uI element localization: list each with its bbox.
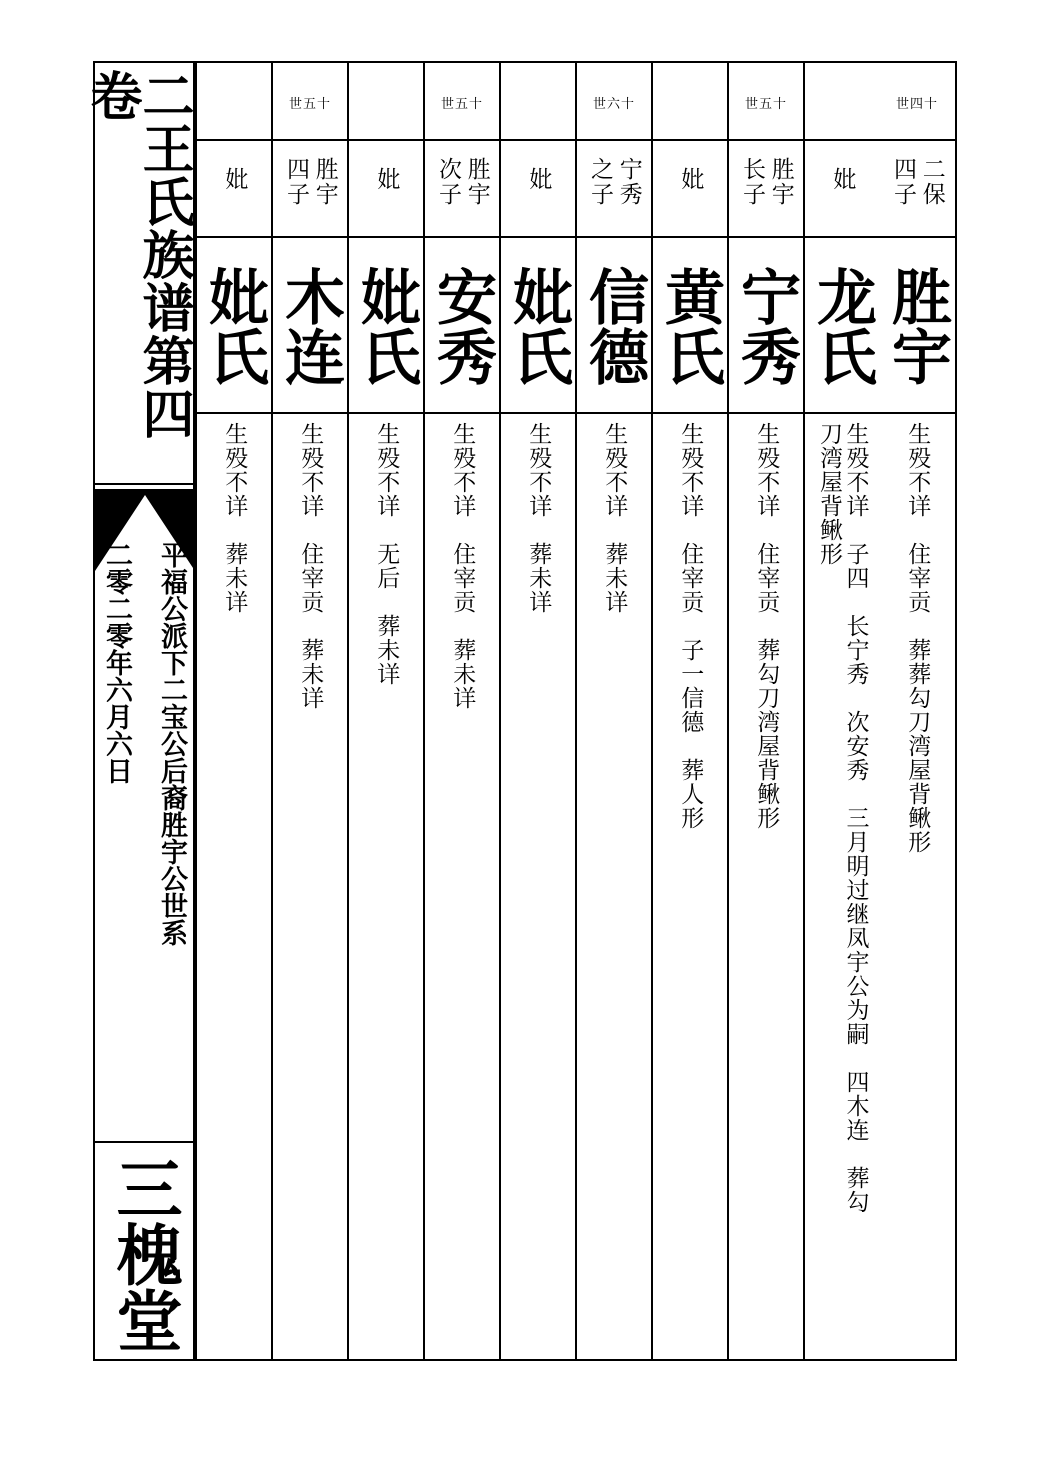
entry-column	[879, 63, 955, 1359]
relation-label: 妣	[525, 167, 552, 192]
generation-label: 世六十	[592, 97, 635, 112]
spine-divider-top	[95, 483, 193, 485]
relation-label: 妣	[221, 167, 248, 192]
entry-column	[271, 63, 347, 1359]
person-name: 宁秀	[731, 266, 801, 386]
relation-label: 胜宇 次子	[435, 157, 490, 207]
biographical-note: 生殁不详 葬未详	[221, 422, 248, 614]
biographical-note: 生殁不详 葬未详	[525, 422, 552, 614]
entry-column	[195, 63, 271, 1359]
person-name: 龙氏	[807, 266, 877, 386]
entry-column	[423, 63, 499, 1359]
biographical-note: 生殁不详 住宰贡 子一信德 葬人形	[677, 422, 704, 830]
person-name: 木连	[275, 266, 345, 386]
person-name: 妣氏	[351, 266, 421, 386]
biographical-note: 生殁不详 住宰贡 葬葬勾刀湾屋背鳅形	[904, 422, 931, 854]
person-name: 妣氏	[503, 266, 573, 386]
book-title: 二王氏族谱第四卷	[81, 69, 194, 440]
entry-column	[803, 63, 879, 1359]
generation-label: 世四十	[895, 97, 938, 112]
biographical-note: 生殁不详 葬未详	[601, 422, 628, 614]
entry-column	[727, 63, 803, 1359]
relation-label: 胜宇 四子	[283, 157, 338, 207]
relation-label: 妣	[829, 167, 856, 192]
hall-name: 三槐堂	[105, 1155, 183, 1353]
person-name: 胜宇	[882, 266, 952, 386]
biographical-note: 生殁不详 子四 长宁秀 次安秀 三月明过继凤宇公为嗣 四木连 葬勾 刀湾屋背鳅形	[816, 422, 869, 1214]
biographical-note: 生殁不详 住宰贡 葬未详	[297, 422, 324, 710]
relation-label: 二保 四子	[890, 157, 945, 207]
biographical-note: 生殁不详 无后 葬未详	[373, 422, 400, 686]
generation-label: 世五十	[744, 97, 787, 112]
biographical-note: 生殁不详 住宰贡 葬勾刀湾屋背鳅形	[753, 422, 780, 830]
hall-name-box	[95, 1143, 193, 1361]
person-name: 黄氏	[655, 266, 725, 386]
person-name: 信德	[579, 266, 649, 386]
entry-column	[499, 63, 575, 1359]
relation-label: 妣	[677, 167, 704, 192]
generation-label: 世五十	[288, 97, 331, 112]
person-name: 安秀	[427, 266, 497, 386]
person-name: 妣氏	[199, 266, 269, 386]
entry-column	[651, 63, 727, 1359]
lineage-subtitle: 平福公派下二宝公后裔胜宇公世系	[156, 541, 187, 946]
genealogy-table	[195, 63, 955, 1359]
entry-column	[575, 63, 651, 1359]
compiled-date: 二零二零年六月六日	[101, 541, 132, 784]
generation-label: 世五十	[440, 97, 483, 112]
biographical-note: 生殁不详 住宰贡 葬未详	[449, 422, 476, 710]
relation-label: 胜宇 长子	[739, 157, 794, 207]
book-title-box	[81, 63, 194, 483]
genealogy-page-frame	[81, 61, 957, 1361]
entry-column	[347, 63, 423, 1359]
relation-label: 妣	[373, 167, 400, 192]
spine-column	[81, 63, 195, 1359]
relation-label: 宁秀 之子	[587, 157, 642, 207]
